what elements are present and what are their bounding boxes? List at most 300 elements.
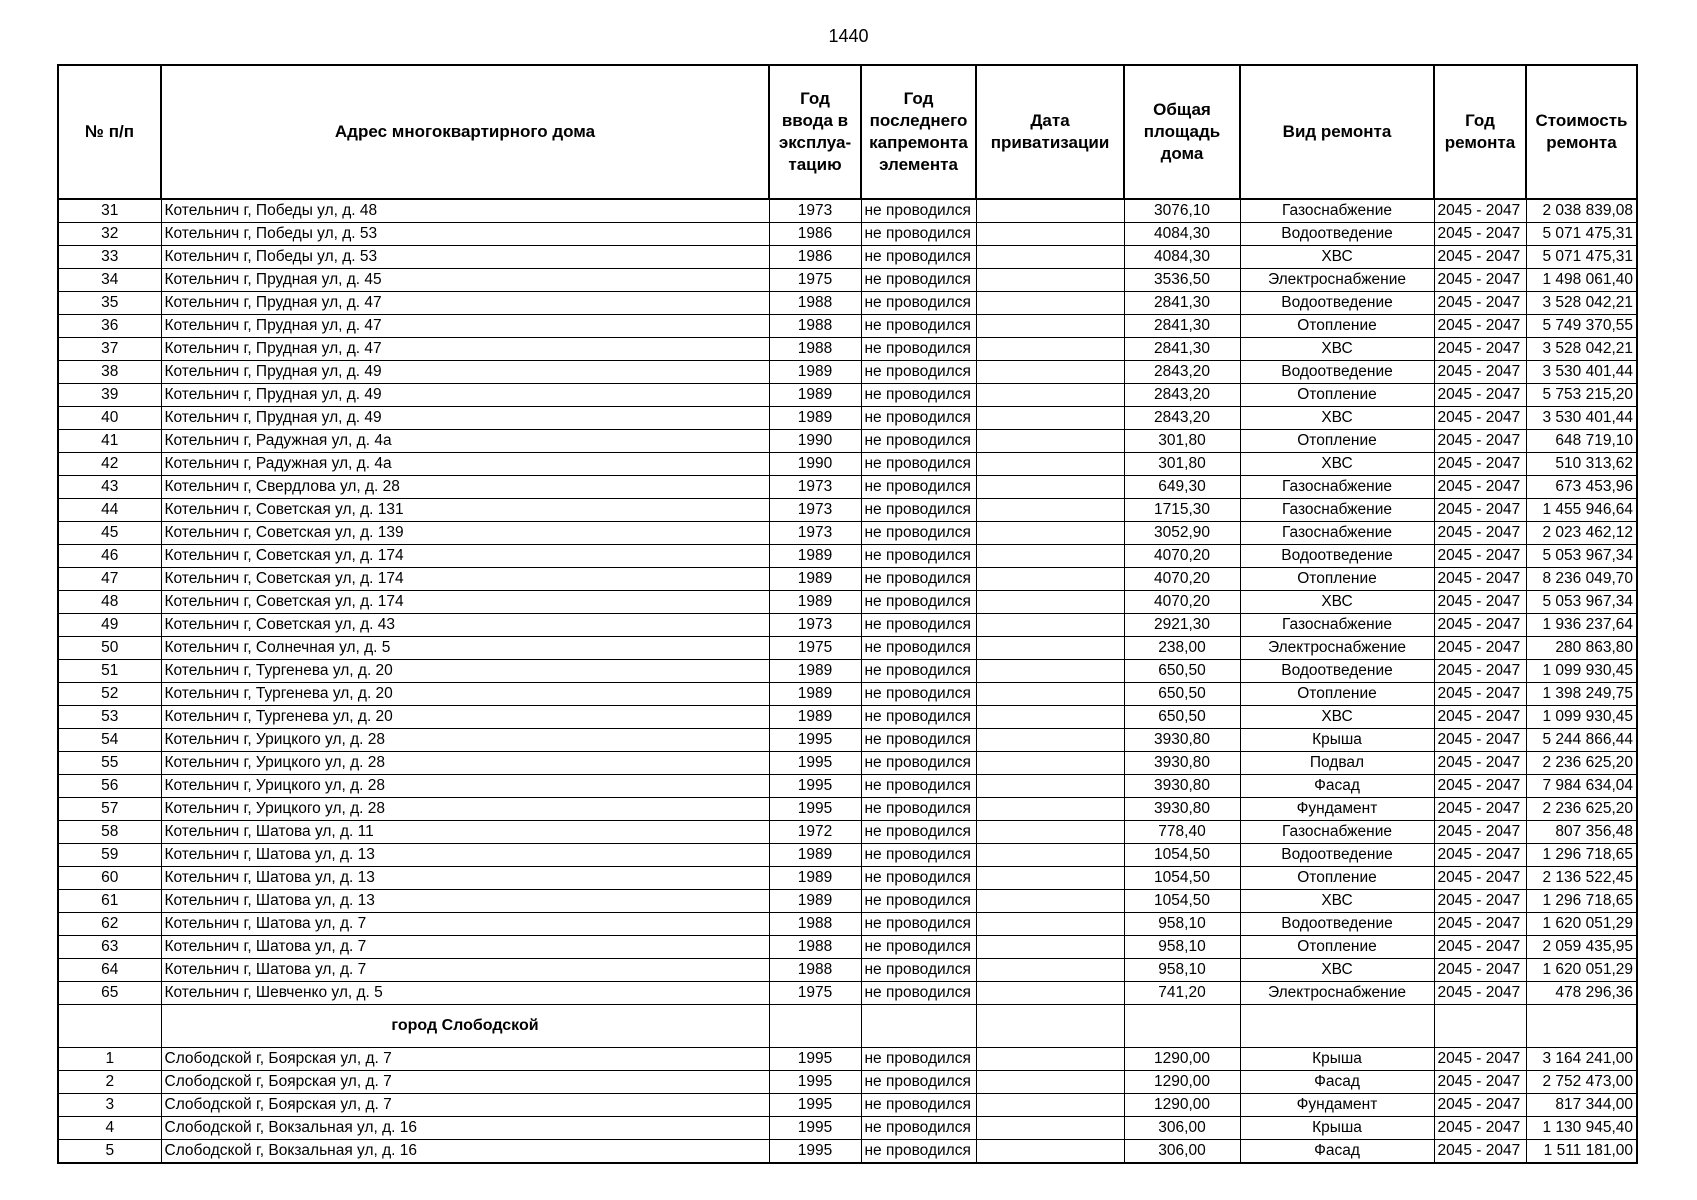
- cell-address: Котельнич г, Тургенева ул, д. 20: [161, 660, 769, 683]
- cell-privatization: [976, 246, 1124, 269]
- cell-year-built: 1995: [769, 752, 861, 775]
- cell-privatization: [976, 798, 1124, 821]
- cell-cost: 648 719,10: [1526, 430, 1637, 453]
- table-row: [58, 476, 1637, 499]
- cell-privatization: [976, 775, 1124, 798]
- cell-num: 1: [58, 1048, 161, 1071]
- table-row: [58, 729, 1637, 752]
- cell-area: 2843,20: [1124, 384, 1240, 407]
- cell-privatization: [976, 476, 1124, 499]
- cell-privatization: [976, 683, 1124, 706]
- cell-repair-type: Отопление: [1240, 430, 1434, 453]
- cell-privatization: [976, 522, 1124, 545]
- cell-privatization: [976, 844, 1124, 867]
- table-row: [58, 1071, 1637, 1094]
- cell-privatization: [976, 407, 1124, 430]
- cell-repair-type: Отопление: [1240, 568, 1434, 591]
- cell-repair-type: Газоснабжение: [1240, 199, 1434, 223]
- cell-area: 3052,90: [1124, 522, 1240, 545]
- cell-repair-year: 2045 - 2047: [1434, 338, 1526, 361]
- cell-cost: 1 130 945,40: [1526, 1117, 1637, 1140]
- cell-num: 44: [58, 499, 161, 522]
- cell-repair-type: Электроснабжение: [1240, 269, 1434, 292]
- cell-cost: 2 236 625,20: [1526, 798, 1637, 821]
- cell-area: 1290,00: [1124, 1071, 1240, 1094]
- cell-address: Котельнич г, Прудная ул, д. 47: [161, 292, 769, 315]
- table-row: [58, 614, 1637, 637]
- header-area: Общая площадь дома: [1124, 65, 1240, 199]
- table-body: [58, 199, 1637, 1163]
- cell-last-repair: не проводился: [861, 913, 976, 936]
- table-row: [58, 269, 1637, 292]
- cell-year-built: 1995: [769, 798, 861, 821]
- cell-repair-year: 2045 - 2047: [1434, 982, 1526, 1005]
- cell-last-repair: не проводился: [861, 522, 976, 545]
- table-row: [58, 683, 1637, 706]
- cell-area: 649,30: [1124, 476, 1240, 499]
- cell-cost: 1 296 718,65: [1526, 890, 1637, 913]
- header-repair-year: Год ремонта: [1434, 65, 1526, 199]
- cell-year-built: 1995: [769, 1094, 861, 1117]
- table-row: [58, 338, 1637, 361]
- cell-num: 35: [58, 292, 161, 315]
- cell-num: 53: [58, 706, 161, 729]
- cell-year-built: 1989: [769, 683, 861, 706]
- cell-num: 45: [58, 522, 161, 545]
- cell-area: 301,80: [1124, 453, 1240, 476]
- cell-address: Котельнич г, Шатова ул, д. 13: [161, 844, 769, 867]
- cell-year-built: 1995: [769, 1117, 861, 1140]
- cell-num: 34: [58, 269, 161, 292]
- cell-address: Слободской г, Вокзальная ул, д. 16: [161, 1140, 769, 1164]
- cell-repair-year: 2045 - 2047: [1434, 844, 1526, 867]
- cell-last-repair: не проводился: [861, 430, 976, 453]
- cell-repair-type: Отопление: [1240, 683, 1434, 706]
- cell-address: Котельнич г, Советская ул, д. 174: [161, 591, 769, 614]
- cell-repair-type: Фундамент: [1240, 798, 1434, 821]
- cell-repair-year: 2045 - 2047: [1434, 798, 1526, 821]
- cell-year-built: 1989: [769, 568, 861, 591]
- cell-year-built: 1989: [769, 591, 861, 614]
- cell-last-repair: не проводился: [861, 1048, 976, 1071]
- cell-area: 3930,80: [1124, 729, 1240, 752]
- section-empty-cell: [1526, 1005, 1637, 1048]
- cell-year-built: 1995: [769, 775, 861, 798]
- cell-address: Котельнич г, Советская ул, д. 174: [161, 568, 769, 591]
- cell-repair-year: 2045 - 2047: [1434, 545, 1526, 568]
- cell-last-repair: не проводился: [861, 1071, 976, 1094]
- cell-last-repair: не проводился: [861, 729, 976, 752]
- cell-cost: 817 344,00: [1526, 1094, 1637, 1117]
- cell-num: 54: [58, 729, 161, 752]
- cell-area: 4084,30: [1124, 246, 1240, 269]
- cell-year-built: 1973: [769, 499, 861, 522]
- cell-last-repair: не проводился: [861, 867, 976, 890]
- cell-num: 4: [58, 1117, 161, 1140]
- cell-address: Слободской г, Боярская ул, д. 7: [161, 1048, 769, 1071]
- cell-num: 36: [58, 315, 161, 338]
- table-row: [58, 499, 1637, 522]
- cell-repair-type: ХВС: [1240, 706, 1434, 729]
- cell-area: 741,20: [1124, 982, 1240, 1005]
- section-empty-cell: [861, 1005, 976, 1048]
- cell-last-repair: не проводился: [861, 1094, 976, 1117]
- header-privatization: Дата приватизации: [976, 65, 1124, 199]
- cell-area: 1054,50: [1124, 890, 1240, 913]
- cell-repair-type: Газоснабжение: [1240, 499, 1434, 522]
- cell-area: 4070,20: [1124, 591, 1240, 614]
- cell-num: 33: [58, 246, 161, 269]
- cell-last-repair: не проводился: [861, 752, 976, 775]
- cell-cost: 3 530 401,44: [1526, 361, 1637, 384]
- cell-repair-year: 2045 - 2047: [1434, 752, 1526, 775]
- cell-repair-year: 2045 - 2047: [1434, 384, 1526, 407]
- cell-privatization: [976, 292, 1124, 315]
- cell-privatization: [976, 706, 1124, 729]
- cell-repair-year: 2045 - 2047: [1434, 1140, 1526, 1164]
- cell-last-repair: не проводился: [861, 1140, 976, 1164]
- table-row: [58, 246, 1637, 269]
- table-row: [58, 1094, 1637, 1117]
- table-row: [58, 522, 1637, 545]
- cell-num: 55: [58, 752, 161, 775]
- cell-area: 1715,30: [1124, 499, 1240, 522]
- cell-cost: 2 038 839,08: [1526, 199, 1637, 223]
- cell-repair-year: 2045 - 2047: [1434, 821, 1526, 844]
- cell-last-repair: не проводился: [861, 338, 976, 361]
- cell-address: Слободской г, Боярская ул, д. 7: [161, 1094, 769, 1117]
- cell-cost: 510 313,62: [1526, 453, 1637, 476]
- cell-repair-year: 2045 - 2047: [1434, 522, 1526, 545]
- cell-repair-year: 2045 - 2047: [1434, 453, 1526, 476]
- cell-privatization: [976, 361, 1124, 384]
- cell-address: Котельнич г, Радужная ул, д. 4а: [161, 453, 769, 476]
- cell-num: 61: [58, 890, 161, 913]
- cell-cost: 1 620 051,29: [1526, 959, 1637, 982]
- cell-cost: 3 530 401,44: [1526, 407, 1637, 430]
- cell-year-built: 1995: [769, 1048, 861, 1071]
- table-row: [58, 591, 1637, 614]
- cell-privatization: [976, 591, 1124, 614]
- cell-year-built: 1989: [769, 890, 861, 913]
- cell-repair-type: Электроснабжение: [1240, 637, 1434, 660]
- cell-area: 650,50: [1124, 660, 1240, 683]
- cell-year-built: 1973: [769, 199, 861, 223]
- cell-privatization: [976, 499, 1124, 522]
- cell-num: 2: [58, 1071, 161, 1094]
- cell-area: 1290,00: [1124, 1094, 1240, 1117]
- cell-area: 306,00: [1124, 1117, 1240, 1140]
- cell-area: 3930,80: [1124, 752, 1240, 775]
- cell-privatization: [976, 1048, 1124, 1071]
- cell-last-repair: не проводился: [861, 844, 976, 867]
- cell-address: Котельнич г, Урицкого ул, д. 28: [161, 729, 769, 752]
- cell-repair-type: Отопление: [1240, 867, 1434, 890]
- cell-area: 3076,10: [1124, 199, 1240, 223]
- cell-cost: 3 528 042,21: [1526, 292, 1637, 315]
- cell-privatization: [976, 453, 1124, 476]
- cell-privatization: [976, 384, 1124, 407]
- cell-area: 1290,00: [1124, 1048, 1240, 1071]
- table-row: [58, 913, 1637, 936]
- cell-year-built: 1990: [769, 453, 861, 476]
- cell-address: Котельнич г, Прудная ул, д. 49: [161, 384, 769, 407]
- cell-num: 63: [58, 936, 161, 959]
- cell-area: 958,10: [1124, 913, 1240, 936]
- cell-repair-year: 2045 - 2047: [1434, 292, 1526, 315]
- cell-num: 64: [58, 959, 161, 982]
- cell-repair-year: 2045 - 2047: [1434, 775, 1526, 798]
- cell-address: Котельнич г, Победы ул, д. 53: [161, 223, 769, 246]
- cell-num: 58: [58, 821, 161, 844]
- cell-repair-type: Электроснабжение: [1240, 982, 1434, 1005]
- cell-year-built: 1989: [769, 361, 861, 384]
- cell-cost: 5 053 967,34: [1526, 591, 1637, 614]
- cell-address: Слободской г, Боярская ул, д. 7: [161, 1071, 769, 1094]
- cell-num: 41: [58, 430, 161, 453]
- cell-address: Котельнич г, Шатова ул, д. 13: [161, 890, 769, 913]
- cell-repair-type: Отопление: [1240, 384, 1434, 407]
- cell-repair-type: ХВС: [1240, 959, 1434, 982]
- cell-address: Котельнич г, Прудная ул, д. 45: [161, 269, 769, 292]
- cell-privatization: [976, 936, 1124, 959]
- cell-last-repair: не проводился: [861, 246, 976, 269]
- cell-year-built: 1988: [769, 913, 861, 936]
- cell-repair-year: 2045 - 2047: [1434, 223, 1526, 246]
- cell-num: 39: [58, 384, 161, 407]
- cell-privatization: [976, 959, 1124, 982]
- cell-last-repair: не проводился: [861, 637, 976, 660]
- cell-repair-year: 2045 - 2047: [1434, 199, 1526, 223]
- table-row: [58, 821, 1637, 844]
- cell-area: 2921,30: [1124, 614, 1240, 637]
- cell-year-built: 1989: [769, 545, 861, 568]
- header-address: Адрес многоквартирного дома: [161, 65, 769, 199]
- cell-repair-type: ХВС: [1240, 591, 1434, 614]
- header-repair-type: Вид ремонта: [1240, 65, 1434, 199]
- cell-privatization: [976, 338, 1124, 361]
- cell-cost: 2 023 462,12: [1526, 522, 1637, 545]
- cell-privatization: [976, 1140, 1124, 1164]
- cell-address: Котельнич г, Прудная ул, д. 47: [161, 338, 769, 361]
- cell-address: Котельнич г, Урицкого ул, д. 28: [161, 752, 769, 775]
- cell-privatization: [976, 269, 1124, 292]
- cell-area: 3930,80: [1124, 798, 1240, 821]
- cell-privatization: [976, 1094, 1124, 1117]
- cell-repair-year: 2045 - 2047: [1434, 407, 1526, 430]
- cell-address: Котельнич г, Шатова ул, д. 13: [161, 867, 769, 890]
- cell-address: Котельнич г, Урицкого ул, д. 28: [161, 775, 769, 798]
- cell-cost: 1 398 249,75: [1526, 683, 1637, 706]
- page-number: 1440: [828, 26, 869, 46]
- cell-repair-year: 2045 - 2047: [1434, 246, 1526, 269]
- cell-repair-type: Водоотведение: [1240, 223, 1434, 246]
- table-row: [58, 982, 1637, 1005]
- cell-year-built: 1975: [769, 637, 861, 660]
- cell-area: 301,80: [1124, 430, 1240, 453]
- header-num: № п/п: [58, 65, 161, 199]
- cell-year-built: 1986: [769, 223, 861, 246]
- repair-schedule-table: [57, 64, 1638, 1164]
- cell-address: Слободской г, Вокзальная ул, д. 16: [161, 1117, 769, 1140]
- cell-repair-year: 2045 - 2047: [1434, 430, 1526, 453]
- cell-privatization: [976, 545, 1124, 568]
- cell-last-repair: не проводился: [861, 936, 976, 959]
- table-row: [58, 959, 1637, 982]
- cell-area: 650,50: [1124, 706, 1240, 729]
- header-last-repair: Год последнего капремонта элемента: [861, 65, 976, 199]
- cell-address: Котельнич г, Тургенева ул, д. 20: [161, 706, 769, 729]
- table-row: [58, 315, 1637, 338]
- cell-repair-type: ХВС: [1240, 338, 1434, 361]
- cell-area: 958,10: [1124, 959, 1240, 982]
- cell-num: 38: [58, 361, 161, 384]
- cell-num: 50: [58, 637, 161, 660]
- cell-repair-type: Водоотведение: [1240, 361, 1434, 384]
- cell-year-built: 1989: [769, 407, 861, 430]
- cell-address: Котельнич г, Шатова ул, д. 7: [161, 936, 769, 959]
- cell-year-built: 1989: [769, 660, 861, 683]
- cell-area: 4070,20: [1124, 545, 1240, 568]
- cell-year-built: 1973: [769, 614, 861, 637]
- cell-last-repair: не проводился: [861, 269, 976, 292]
- cell-year-built: 1988: [769, 315, 861, 338]
- cell-num: 65: [58, 982, 161, 1005]
- cell-address: Котельнич г, Прудная ул, д. 47: [161, 315, 769, 338]
- cell-repair-type: Отопление: [1240, 936, 1434, 959]
- cell-num: 60: [58, 867, 161, 890]
- cell-address: Котельнич г, Советская ул, д. 43: [161, 614, 769, 637]
- cell-last-repair: не проводился: [861, 890, 976, 913]
- cell-repair-year: 2045 - 2047: [1434, 729, 1526, 752]
- cell-last-repair: не проводился: [861, 683, 976, 706]
- cell-repair-type: Отопление: [1240, 315, 1434, 338]
- cell-repair-type: ХВС: [1240, 407, 1434, 430]
- cell-address: Котельнич г, Советская ул, д. 131: [161, 499, 769, 522]
- cell-repair-year: 2045 - 2047: [1434, 913, 1526, 936]
- cell-cost: 478 296,36: [1526, 982, 1637, 1005]
- table-row: [58, 752, 1637, 775]
- cell-address: Котельнич г, Солнечная ул, д. 5: [161, 637, 769, 660]
- cell-repair-year: 2045 - 2047: [1434, 591, 1526, 614]
- cell-cost: 8 236 049,70: [1526, 568, 1637, 591]
- cell-repair-year: 2045 - 2047: [1434, 637, 1526, 660]
- cell-area: 1054,50: [1124, 867, 1240, 890]
- cell-num: 31: [58, 199, 161, 223]
- table-row: [58, 660, 1637, 683]
- cell-year-built: 1973: [769, 522, 861, 545]
- cell-area: 650,50: [1124, 683, 1240, 706]
- cell-cost: 1 455 946,64: [1526, 499, 1637, 522]
- table-row: [58, 706, 1637, 729]
- cell-cost: 1 099 930,45: [1526, 706, 1637, 729]
- cell-privatization: [976, 867, 1124, 890]
- cell-num: 3: [58, 1094, 161, 1117]
- table-row: [58, 1140, 1637, 1164]
- cell-last-repair: не проводился: [861, 407, 976, 430]
- table-row: [58, 223, 1637, 246]
- cell-privatization: [976, 568, 1124, 591]
- table-row: [58, 798, 1637, 821]
- cell-cost: 5 753 215,20: [1526, 384, 1637, 407]
- cell-area: 3536,50: [1124, 269, 1240, 292]
- cell-last-repair: не проводился: [861, 545, 976, 568]
- section-empty-cell: [1240, 1005, 1434, 1048]
- cell-cost: 5 749 370,55: [1526, 315, 1637, 338]
- cell-year-built: 1995: [769, 1071, 861, 1094]
- cell-last-repair: не проводился: [861, 384, 976, 407]
- cell-last-repair: не проводился: [861, 223, 976, 246]
- table-row: [58, 453, 1637, 476]
- section-empty-cell: [1434, 1005, 1526, 1048]
- cell-privatization: [976, 637, 1124, 660]
- cell-privatization: [976, 614, 1124, 637]
- cell-cost: 1 620 051,29: [1526, 913, 1637, 936]
- cell-last-repair: не проводился: [861, 1117, 976, 1140]
- section-title: город Слободской: [161, 1005, 769, 1048]
- table-row: [58, 292, 1637, 315]
- cell-num: 46: [58, 545, 161, 568]
- table-row: [58, 407, 1637, 430]
- cell-repair-type: Газоснабжение: [1240, 476, 1434, 499]
- cell-repair-year: 2045 - 2047: [1434, 936, 1526, 959]
- cell-address: Котельнич г, Победы ул, д. 48: [161, 199, 769, 223]
- cell-num: 56: [58, 775, 161, 798]
- cell-cost: 807 356,48: [1526, 821, 1637, 844]
- cell-repair-type: Газоснабжение: [1240, 614, 1434, 637]
- cell-privatization: [976, 660, 1124, 683]
- cell-repair-year: 2045 - 2047: [1434, 568, 1526, 591]
- table-row: [58, 545, 1637, 568]
- cell-year-built: 1995: [769, 1140, 861, 1164]
- cell-repair-year: 2045 - 2047: [1434, 890, 1526, 913]
- cell-repair-year: 2045 - 2047: [1434, 614, 1526, 637]
- cell-year-built: 1972: [769, 821, 861, 844]
- section-empty-cell: [1124, 1005, 1240, 1048]
- cell-area: 2841,30: [1124, 315, 1240, 338]
- cell-repair-year: 2045 - 2047: [1434, 1094, 1526, 1117]
- table-row: [58, 361, 1637, 384]
- cell-privatization: [976, 199, 1124, 223]
- cell-area: 958,10: [1124, 936, 1240, 959]
- cell-year-built: 1989: [769, 384, 861, 407]
- cell-last-repair: не проводился: [861, 292, 976, 315]
- cell-year-built: 1995: [769, 729, 861, 752]
- cell-cost: 2 236 625,20: [1526, 752, 1637, 775]
- cell-last-repair: не проводился: [861, 315, 976, 338]
- cell-num: 59: [58, 844, 161, 867]
- cell-year-built: 1989: [769, 844, 861, 867]
- cell-area: 2843,20: [1124, 407, 1240, 430]
- cell-repair-year: 2045 - 2047: [1434, 706, 1526, 729]
- cell-repair-year: 2045 - 2047: [1434, 1048, 1526, 1071]
- cell-area: 4084,30: [1124, 223, 1240, 246]
- table-row: [58, 384, 1637, 407]
- cell-repair-year: 2045 - 2047: [1434, 499, 1526, 522]
- cell-year-built: 1989: [769, 706, 861, 729]
- cell-cost: 7 984 634,04: [1526, 775, 1637, 798]
- cell-repair-type: Водоотведение: [1240, 913, 1434, 936]
- table-row: [58, 936, 1637, 959]
- cell-privatization: [976, 752, 1124, 775]
- header-year-built: Год ввода в эксплуа-тацию: [769, 65, 861, 199]
- section-empty-cell: [976, 1005, 1124, 1048]
- cell-repair-type: Водоотведение: [1240, 844, 1434, 867]
- cell-repair-type: ХВС: [1240, 246, 1434, 269]
- cell-cost: 3 528 042,21: [1526, 338, 1637, 361]
- cell-repair-year: 2045 - 2047: [1434, 1117, 1526, 1140]
- cell-num: 49: [58, 614, 161, 637]
